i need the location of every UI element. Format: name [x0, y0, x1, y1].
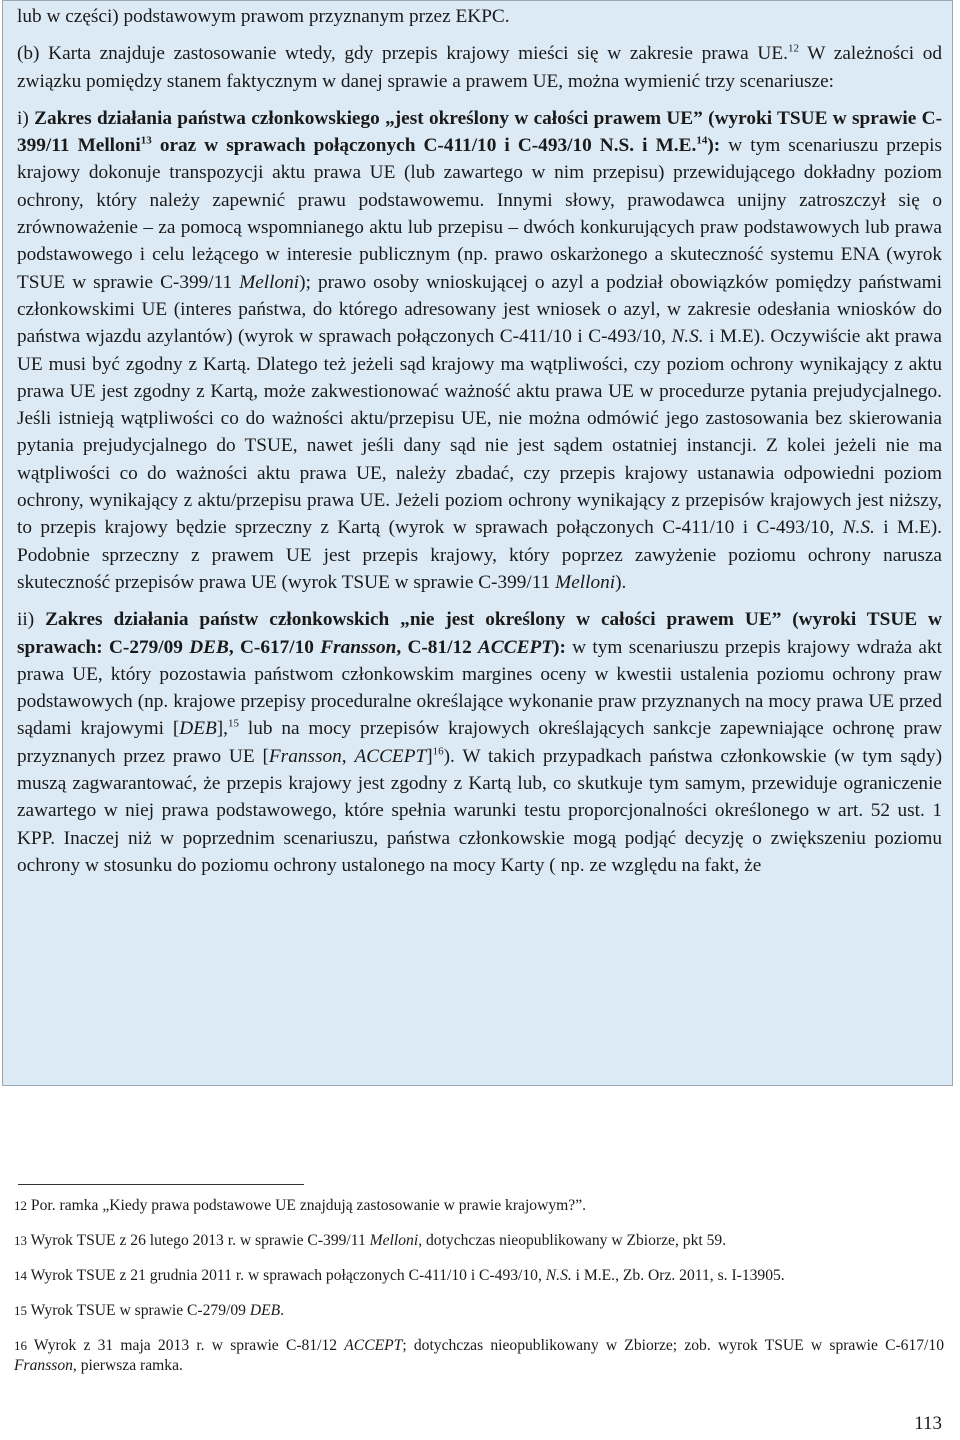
- footnote-ref-13[interactable]: 13: [140, 134, 152, 147]
- footnote-12: 12 Por. ramka „Kiedy prawa podstawowe UE znajdują zastosowanie w prawie krajowym?”.: [14, 1197, 587, 1214]
- footnote-separator: [18, 1184, 304, 1185]
- paragraph-b: (b) Karta znajduje zastosowanie wtedy, gdy przepis krajowy mieści się w zakresie prawa UE.$^{12}$ W zależności od związku pomiędzy stanem faktycznym w danej sprawie a prawem UE, można wymienić trzy scenariusze:: [17, 42, 942, 92]
- footnotes: [14, 1196, 944, 1391]
- scenario-2: ii) Zakres działania państw członkowskich „nie jest określony w całości prawem UE” (wyroki TSUE w sprawach: C-279/09 DEB, C-617/10 Fransson, C-81/12 ACCEPT): w tym scenariuszu przepis krajowy wdraża akt prawa UE, który pozostawia państwom członkowskim margines oceny w kwestii ustalenia poziomu ochrony praw podstawowych (np. krajowe przepisy proceduralne określające wykonanie praw przyznanych na mocy prawa UE przed sądami krajowymi [DEB],$^{15}$ lub na mocy przepisów krajowych określających sankcje zapewniające ochronę praw przyznanych przez prawo UE [Fransson, ACCEPT]$^{16}$). W takich przypadkach państwa członkowskie (w tym sądy) muszą zagwarantować, że przepis krajowy jest zgodny z Kartą lub, co skutkuje tym samym, przewiduje ograniczenie zawartego w niej prawa podstawowego, które spełnia warunki testu proporcjonalności określonego w art. 52 ust. 1 KPP. Inaczej niż w poprzednim scenariuszu, państwa członkowskie mogą podjąć decyzję o zwiększeniu poziomu ochrony w stosunku do poziomu ochrony ustalonego na mocy Karty ( np. ze względu na fakt, że: [17, 609, 943, 876]
- highlighted-text-box: [2, 0, 953, 1086]
- footnote-ref-15[interactable]: 15: [228, 718, 239, 730]
- page-number: 113: [914, 1413, 942, 1434]
- footnote-ref-16[interactable]: 16: [432, 745, 444, 758]
- scenario-1: i) Zakres działania państwa członkowskiego „jest określony w całości prawem UE” (wyroki TSUE w sprawie C-399/11 Melloni$^{13}$ oraz w sprawach połączonych C-411/10 i C-493/10 N.S. i M.E.$^{14}$): w tym scenariuszu przepis krajowy dokonuje transpozycji aktu prawa UE (lub zawartego w nim przepisu) przewidującego dokładny poziom ochrony, który należy zapewnić prawu podstawowemu. Innymi słowy, prawodawca unijny zatroszczył się o zrównoważenie – za pomocą wspomnianego aktu lub przepisu – dwóch konkurujących praw podstawowych lub prawa podstawowego i celu leżącego w interesie publicznym (np. prawo oskarżonego a skuteczność systemu ENA (wyrok TSUE w sprawie C-399/11 Melloni); prawo osoby wnioskującej o azyl a podział obowiązków pomiędzy państwami członkowskimi UE (interes państwa, do którego adresowany jest wniosek o azyl, w zakresie odesłania wniosków do państwa wjazdu azylantów) (wyrok w sprawach połączonych C-411/10 i C-493/10, N.S. i M.E). Oczywiście akt prawa UE musi być zgodny z Kartą. Dlatego też jeżeli sąd krajowy ma wątpliwości, czy poziom ochrony wynikający z aktu prawa UE jest zgodny z Kartą, może zakwestionować ważność aktu prawa UE w procedurze pytania prejudycjalnego. Jeśli istnieją wątpliwości co do ważności aktu/przepisu UE, nie można odmówić jego zastosowania bez skierowania pytania prejudycjalnego do TSUE, nawet jeśli dany sąd nie jest sądem ostatniej instancji. Z kolei jeżeli nie ma wątpliwości co do ważności aktu prawa UE, należy zbadać, czy przepis krajowy ustanawia odpowiedni poziom ochrony, wynikający z aktu/przepisu prawa UE. Jeżeli poziom ochrony wynikający z przepisów krajowych jest niższy, to przepis krajowy będzie sprzeczny z Kartą (wyrok w sprawach połączonych C-411/10 i C-493/10, N.S. i M.E). Podobnie sprzeczny z prawem UE jest przepis krajowy, który poprzez zawyżenie poziomu ochrony narusza skuteczność przepisów prawa UE (wyrok TSUE w sprawie C-399/11 Melloni).: [17, 107, 943, 593]
- footnote-ref-12[interactable]: 12: [787, 42, 799, 55]
- footnote-14: 14 Wyrok TSUE z 21 grudnia 2011 r. w sprawach połączonych C-411/10 i C-493/10, N.S. i M.E., Zb. Orz. 2011, s. I-13905.: [14, 1267, 785, 1284]
- paragraph-continuation: lub w części) podstawowym prawom przyznanym przez EKPC.: [17, 6, 510, 27]
- footnote-15: 15 Wyrok TSUE w sprawie C-279/09 DEB.: [14, 1302, 285, 1319]
- footnote-16: 16 Wyrok z 31 maja 2013 r. w sprawie C-81/12 ACCEPT; dotychczas nieopublikowany w Zbiorze; zob. wyrok TSUE w sprawie C-617/10 Fransson, pierwsza ramka.: [14, 1337, 944, 1374]
- scenario-1-heading: Zakres działania państwa członkowskiego „jest określony w całości prawem UE” (wyroki TSUE w sprawie C-399/11 Melloni$^{13}$ oraz w sprawach połączonych C-411/10 i C-493/10 N.S. i M.E.$^{14}$):: [17, 107, 942, 157]
- footnote-ref-14[interactable]: 14: [696, 134, 708, 147]
- footnote-13: 13 Wyrok TSUE z 26 lutego 2013 r. w sprawie C-399/11 Melloni, dotychczas nieopublikowany w Zbiorze, pkt 59.: [14, 1232, 727, 1249]
- scenario-2-heading: Zakres działania państw członkowskich „nie jest określony w całości prawem UE” (wyroki TSUE w sprawach: C-279/09 DEB, C-617/10 Fransson, C-81/12 ACCEPT):: [17, 609, 942, 658]
